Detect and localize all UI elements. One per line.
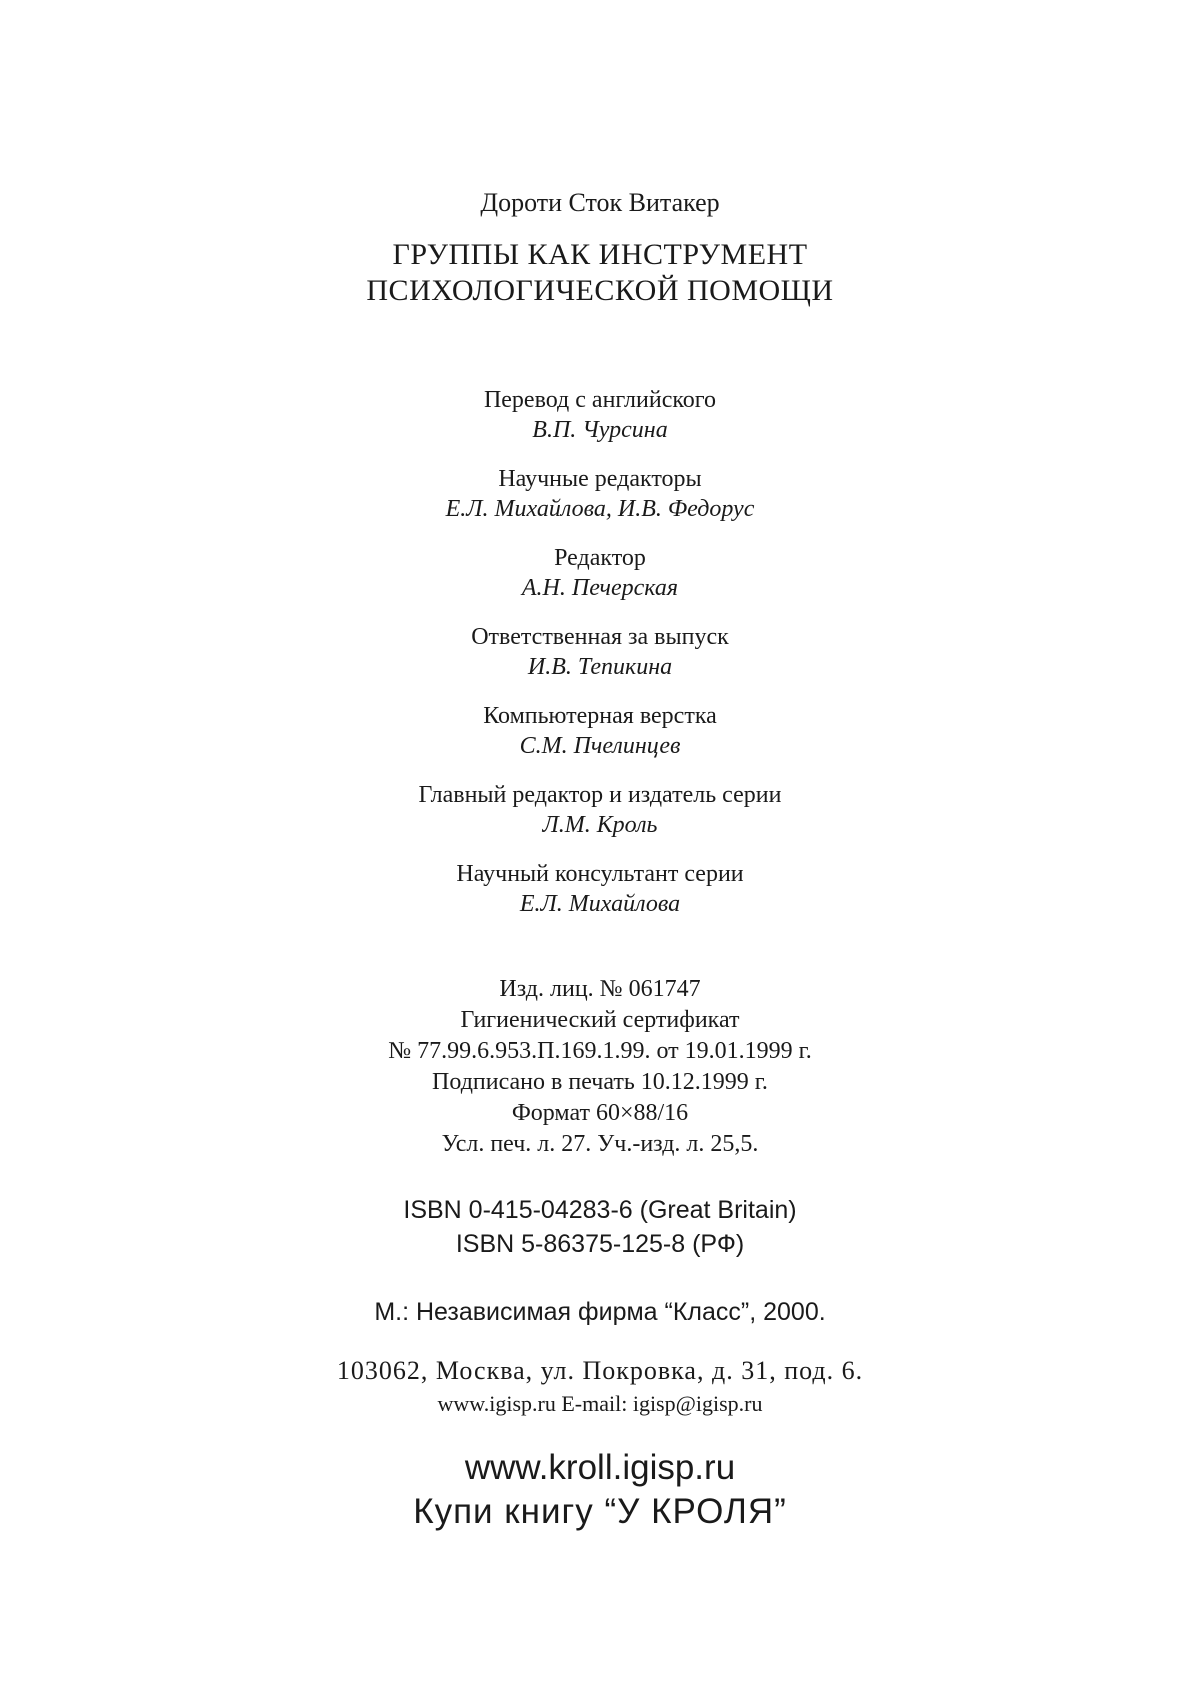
publisher-web-email: www.igisp.ru E-mail: igisp@igisp.ru — [437, 1391, 763, 1416]
credit-role-editor: Редактор — [554, 545, 646, 571]
publisher-line: М.: Независимая фирма “Класс”, 2000. — [374, 1298, 826, 1326]
credit-name-science-editors: Е.Л. Михайлова, И.В. Федорус — [445, 496, 755, 522]
credit-role-translation: Перевод с английского — [483, 387, 717, 413]
imprint-format: Формат 60×88/16 — [511, 1100, 689, 1126]
credit-role-layout: Компьютерная верстка — [483, 703, 717, 729]
credit-role-series-consultant: Научный консультант серии — [456, 861, 744, 887]
imprint-certificate-number: № 77.99.6.953.П.169.1.99. от 19.01.1999 г. — [388, 1038, 812, 1064]
promo-url: www.kroll.igisp.ru — [464, 1448, 736, 1487]
book-title-line-1: ГРУППЫ КАК ИНСТРУМЕНТ — [392, 238, 808, 271]
imprint-sheets: Усл. печ. л. 27. Уч.-изд. л. 25,5. — [441, 1131, 759, 1157]
promo-text: Купи книгу “У КРОЛЯ” — [413, 1492, 787, 1531]
credit-name-series-editor: Л.М. Кроль — [542, 812, 658, 838]
imprint-certificate-title: Гигиенический сертификат — [460, 1007, 740, 1033]
isbn-russia: ISBN 5-86375-125-8 (РФ) — [455, 1230, 745, 1258]
credit-name-release: И.В. Тепикина — [527, 654, 673, 680]
publisher-address: 103062, Москва, ул. Покровка, д. 31, под. 6. — [336, 1356, 864, 1385]
credit-role-series-editor: Главный редактор и издатель серии — [418, 782, 782, 808]
book-title-line-2: ПСИХОЛОГИЧЕСКОЙ ПОМОЩИ — [366, 274, 834, 307]
credit-name-translation: В.П. Чурсина — [532, 417, 668, 443]
book-author: Дороти Сток Витакер — [480, 188, 720, 217]
credit-name-layout: С.М. Пчелинцев — [519, 733, 681, 759]
imprint-signed-date: Подписано в печать 10.12.1999 г. — [432, 1069, 768, 1095]
isbn-great-britain: ISBN 0-415-04283-6 (Great Britain) — [403, 1196, 797, 1224]
credit-name-series-consultant: Е.Л. Михайлова — [519, 891, 681, 917]
credit-name-editor: А.Н. Печерская — [521, 575, 679, 601]
credit-role-science-editors: Научные редакторы — [498, 466, 702, 492]
imprint-license: Изд. лиц. № 061747 — [499, 976, 701, 1002]
credit-role-release: Ответственная за выпуск — [471, 624, 729, 650]
